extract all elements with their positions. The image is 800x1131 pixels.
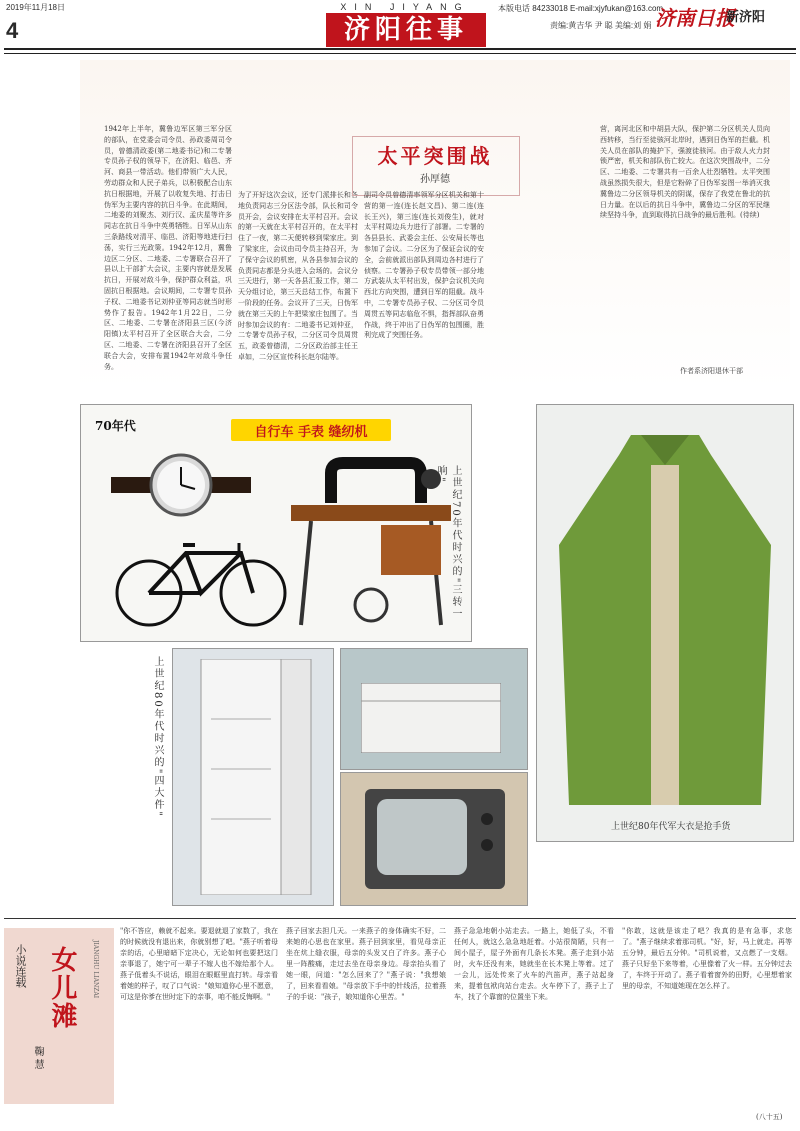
issue-date: 2019年11月18日 [6,3,65,12]
freezer-icon [361,683,501,753]
story-column-4: "你敢，这就是该走了吧？我真的是有急事，求您了。"燕子继续求着那司机。"好，好，马上就走。再等五分钟，最后五分钟。"司机说着，又点燃了一支烟。燕子只好坐下来等着，心里像着了火一样。五分钟过去了，车终于开动了。燕子看着窗外的田野，心里想着家里的母亲，不知道她现在怎么样了。 [622,927,792,990]
fridge-photo [172,648,334,906]
article-author-note: 作者系济阳退休干部 [680,367,743,375]
story-column-2: 燕子回家去担几天。一来燕子的身体确实不好，二来她的心思也在家里。燕子回到家里，看见母亲正坐在炕上缝衣服，母亲的头发又白了许多。燕子心里一阵酸痛，走过去坐在母亲身边。母亲抬头看了她一眼，问道："怎么回来了？"燕子说："我想娘了，回来看看娘。"母亲放下手中的针线活，拉着燕子的手说："孩子，娘知道你心里苦。" [286,927,446,1001]
army-coat-caption: 上世纪80年代军大衣是抢手货 [611,822,731,832]
header-rule-thin [4,53,796,54]
editor-credits: 责编:黄吉华 尹 聪 美编:刘 娟 [550,21,652,30]
story-author: 鞠 慧 [32,1046,43,1070]
army-coat-photo [536,404,794,842]
poster-label-70s: 70年代 [95,419,136,433]
paper-name: 济南日报 [655,6,735,30]
article-title: 太平突围战 [377,144,493,168]
paper-subname: 新济阳 [726,10,766,25]
section-divider [4,918,796,919]
story-column-header [4,928,114,1104]
fridge-icon [191,659,315,895]
story-column-1: "你不答应，赖就不起来。要退就退了家数了，我在的时候就没有退出来，你就别想了吧。"燕子听着母亲的话，心里暗暗下定决心，无论如何也要把这门亲事退了，她宁可一辈子不嫁人也不嫁给那个人。燕子低着头不说话，眼泪在眼眶里直打转。母亲看着她的样子，叹了口气说："娘知道你心里不愿意，可这是你爹在世时定下的亲事，咱不能反悔啊。" [120,927,278,1001]
story-subtitle: 小说连载 [14,944,27,988]
page-number: 4 [6,18,19,43]
contact-info: 本版电话 84233018 E-mail:xjyfukan@163.com [498,4,664,13]
poster-title: 自行车 手表 缝纫机 [254,425,368,440]
chest-freezer-photo [340,648,528,770]
article-author: 孙厚德 [420,174,450,185]
television-icon [365,789,505,889]
story-title: 女儿滩 [47,946,77,1030]
story-pinyin: JIANGHU LIANZAI [92,940,99,999]
four-items-caption: 上世纪80年代时兴的"四大件" [152,656,163,818]
article-column-2: 为了开好这次会议，还专门派排长和各地负责同志三分区法令部，队长和司令员开会，会议安排在太平村召开。会议的第一天就在太平村召开的，在太平村住了一夜，第二天便转移到梁家庄。到了梁家庄，会议由司令员主持召开，为了保守会议的机密，从各县参加会议的负责同志都是分头进入会场的。会议分三天进行，第一天各县汇报工作，第二天分组讨论，第三天总结工作，布置下一阶段的任务。会议开了三天，日伪军就在第三天的上午把梁家庄包围了。当时参加会议的有：二地委书记刘仲亚，二专署专员孙子权，二分区司令员周贯五，政委曾德清，二分区政治部主任王卓如，二分区宣传科长赵尔陆等。 [238,191,358,361]
army-coat-icon [551,425,779,815]
section-pinyin: XIN JIYANG [340,2,470,12]
poster-photo [80,404,472,642]
article-column-3: 副司令员曾德清率领军分区机关和第十营的第一连(连长赵文昌)、第二连(连长王兴)，第三连(连长刘俊生)，就对太平村周边兵力进行了部署。二专署的各县县长、武委会主任、公安局长等也参加了会议。二分区为了保证会议的安全，会前就派出部队到周边各村进行了侦察。二专署孙子权专员带领一部分地方武装从太平村出发，保护会议机关向西北方向突围，遭到日军的阻截。战斗中，二专署专员孙子权、二分区司令员周贯五等同志临危不惧，指挥部队奋勇作战，终于冲出了日伪军的包围圈，胜利完成了突围任务。 [364,191,484,340]
poster-caption: 上世纪70年代时兴的"三转一响" [435,465,461,621]
television-photo [340,772,528,906]
story-episode: (八十五) [756,1113,783,1121]
story-column-3: 燕子急急地朝小站走去。一路上，她低了头，不看任何人，就这么急急地赶着。小站很简陋，只有一间小屋子，屋子外面有几条长木凳。燕子走到小站时，火车还没有来，她就坐在长木凳上等着。过了一会儿，远处传来了火车的汽笛声，燕子站起身来，提着包袱向站台走去。火车停下了，燕子上了车，找了个靠窗的位置坐下来。 [454,927,614,1001]
article-column-1: 1942年上半年，冀鲁边军区第三军分区的部队，在党委会司令员、孙政委周司令员，曾德清政委(第二地委书记)和二专署专员孙子权的领导下，在济阳、临邑、齐河、商县一带活动。他们带领广大人民，劳动群众和人民子弟兵，以积极配合山东抗日根据地，开展了以收复失地、打击日伪军为主要内容的抗日斗争。在此期间，二地委的刘聚杰、刘行汉、孟庆星等许多同志在抗日斗争中英勇牺牲。日军从山东三条路线对清平、临邑、济阳等地进行扫荡，实行三光政策。1942年12月，冀鲁边区二分区、二地委、二专署联合召开了县以上干部扩大会议，主要内容就是发展抗日，开展对敌斗争，保护群众利益，巩固抗日根据地。会议期间，二专署专员孙子权、二地委书记刘仲亚等同志就当时形势作了报告。1942年1月22日，二分区、二地委、二专署在济阳县三区(今济阳镇)太平村召开了全区联合大会，二分区、二地委、二专署在济阳县召开了全区联合大会，安排布置1942年对敌斗争任务。 [104,125,232,371]
wristwatch-icon [111,447,251,523]
header-rule [4,48,796,50]
section-title: 济阳往事 [326,13,486,47]
bicycle-icon [111,523,291,633]
article-column-4: 营，离河北区和中胡县大队，保护第二分区机关人员向西转移，当行至徒骇河北岸时，遇到日伪军的拦截。机关人员在部队的掩护下，强渡徒骇河。由于敌人火力封锁严密，机关和部队伤亡较大。在这次突围战中，二分区、二地委、二专署共有一百余人壮烈牺牲。太平突围战虽然损失很大，但是它粉碎了日伪军妄图一举消灭我冀鲁边二分区领导机关的阴谋，保存了我党在鲁北的抗日力量。在以后的抗日斗争中，冀鲁边二分区的军民继续坚持斗争，直到取得抗日战争的最后胜利。(待续) [600,125,770,220]
